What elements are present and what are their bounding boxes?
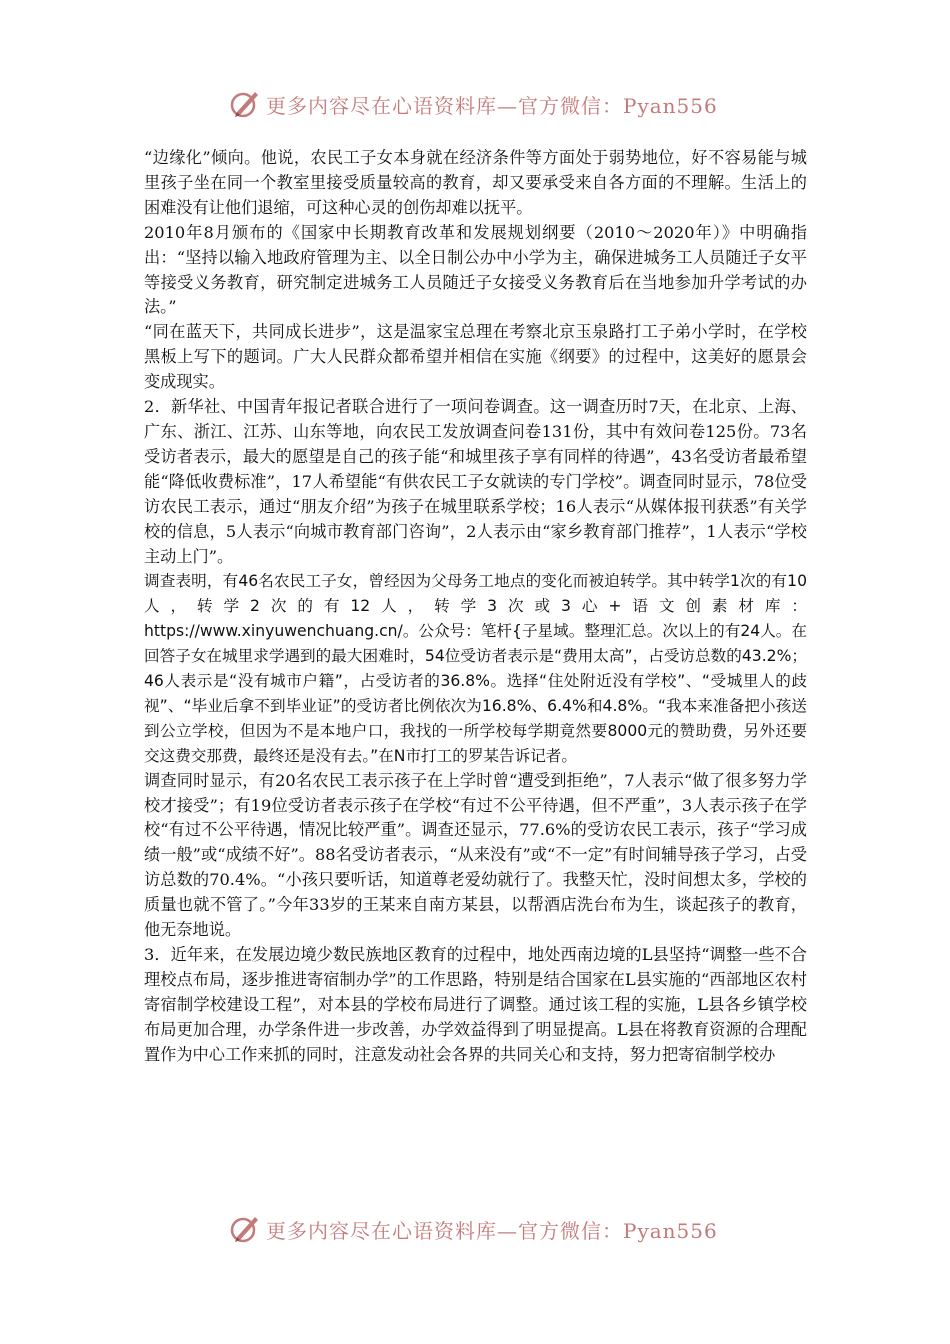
paragraph: 2010年8月颁布的《国家中长期教育改革和发展规划纲要（2010～2020年）》中明确指出：“坚持以输入地政府管理为主、以全日制公办中小学为主，确保进城务工人员随迁子女平等接受义务教育，研究制定进城务工人员随迁子女接受义务教育后在当地参加升学考试的办法。” [144,222,807,317]
document-body [144,146,807,1068]
banner-text: 更多内容尽在心语资料库—官方微信：Pyan556 [266,1218,718,1243]
paragraph: 2．新华社、中国青年报记者联合进行了一项问卷调查。这一调查历时7天，在北京、上海、广东、浙江、江苏、山东等地，向农民工发放调查问卷131份，其中有效问卷125份。73名受访者表示，最大的愿望是自己的孩子能“和城里孩子享有同样的待遇”，43名受访者最希望能“降低收费标准”，17人希望能“有供农民工子女就读的专门学校”。调查同时显示，78位受访农民工表示，通过“朋友介绍”为孩子在城里联系学校；16人表示“从媒体报刊获悉”有关学校的信息，5人表示“向城市教育部门咨询”，2人表示由“家乡教育部门推荐”，1人表示“学校主动上门”。 [144,397,807,566]
paragraph: 调查同时显示，有20名农民工表示孩子在上学时曾“遭受到拒绝”，7人表示“做了很多努力学校才接受”；有19位受访者表示孩子在学校“有过不公平待遇，但不严重”，3人表示孩子在学校“有过不公平待遇，情况比较严重”。调查还显示，77.6%的受访农民工表示，孩子“学习成绩一般”或“成绩不好”。88名受访者表示，“从来没有”或“不一定”有时间辅导孩子学习，占受访总数的70.4%。“小孩只要听话，知道尊老爱幼就行了。我整天忙，没时间想太多，学校的质量也就不管了。”今年33岁的王某来自南方某县，以帮酒店洗台布为生，谈起孩子的教育，他无奈地说。 [144,770,807,940]
paragraph: 调查表明，有46名农民工子女，曾经因为父母务工地点的变化而被迫转学。其中转学1次的有10人，转学2次的有12人，转学3次或3心+语文创素材库：https://www.xinyuwenchuang.cn/。公众号：笔杆{子星域。整理汇总。次以上的有24人。在回答子女在城里求学遇到的最大困难时，54位受访者表示是“费用太高”，占受访总数的43.2%；46人表示是“没有城市户籍”，占受访者的36.8%。选择“住处附近没有学校”、“受城里人的歧视”、“毕业后拿不到毕业证”的受访者比例依次为16.8%、6.4%和4.8%。“我本来准备把小孩送到公立学校，但因为不是本地户口，我找的一所学校每学期竟然要8000元的赞助费，另外还要交这费交那费，最终还是没有去。”在N市打工的罗某告诉记者。 [144,572,807,765]
pen-logo-icon [228,87,262,121]
pen-logo-icon [228,1212,262,1246]
header-banner [228,86,728,122]
paragraph: “同在蓝天下，共同成长进步”，这是温家宝总理在考察北京玉泉路打工子弟小学时，在学校黑板上写下的题词。广大人民群众都希望并相信在实施《纲要》的过程中，这美好的愿景会变成现实。 [144,322,807,392]
paragraph: 3．近年来，在发展边境少数民族地区教育的过程中，地处西南边境的L县坚持“调整一些不合理校点布局，逐步推进寄宿制办学”的工作思路，特别是结合国家在L县实施的“西部地区农村寄宿制学校建设工程”，对本县的学校布局进行了调整。通过该工程的实施，L县各乡镇学校布局更加合理，办学条件进一步改善，办学效益得到了明显提高。L县在将教育资源的合理配置作为中心工作来抓的同时，注意发动社会各界的共同关心和支持，努力把寄宿制学校办 [144,945,807,1064]
banner-text: 更多内容尽在心语资料库—官方微信：Pyan556 [266,93,718,118]
footer-banner [228,1211,728,1247]
paragraph: “边缘化”倾向。他说，农民工子女本身就在经济条件等方面处于弱势地位，好不容易能与城里孩子坐在同一个教室里接受质量较高的教育，却又要承受来自各方面的不理解。生活上的困难没有让他们退缩，可这种心灵的创伤却难以抚平。 [144,148,807,217]
